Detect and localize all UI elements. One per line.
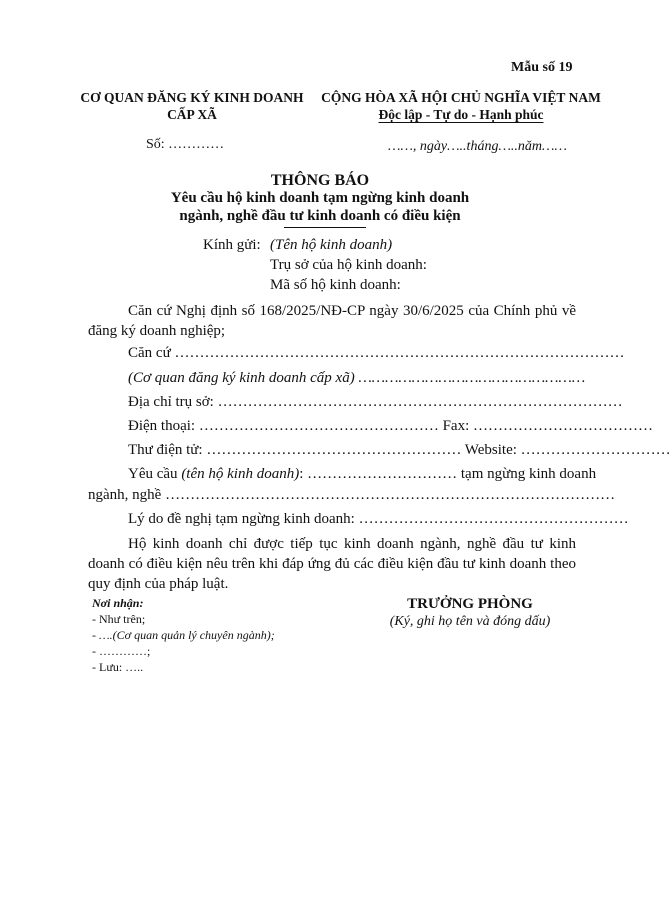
agency-level: CẤP XÃ — [167, 107, 217, 122]
agency-name: CƠ QUAN ĐĂNG KÝ KINH DOANH — [80, 90, 304, 105]
agency-email-website: Thư điện tử: …………………………………………… Website: ………………………… — [128, 442, 671, 458]
document-date: ……, ngày…..tháng…..năm…… — [388, 139, 567, 154]
signature-title: TRƯỞNG PHÒNG — [407, 596, 533, 612]
legal-basis-other: Căn cứ ……………………………………………………………………………… — [128, 345, 625, 361]
issuing-agency-line — [128, 370, 586, 387]
title-line-2: ngành, nghề đầu tư kinh doanh có điều kiện — [179, 208, 461, 224]
recipients-item: - ….(Cơ quan quản lý chuyên ngành); — [92, 628, 275, 642]
nation-motto-text: Độc lập - Tự do - Hạnh phúc — [378, 107, 544, 122]
recipient-name: (Tên hộ kinh doanh) — [270, 237, 393, 253]
issuing-agency-hint: (Cơ quan đăng ký kinh doanh cấp xã) …………………………………………… — [128, 370, 586, 386]
agency-phone-fax: Điện thoại: ………………………………………… Fax: ……………………………… — [128, 418, 653, 434]
nation-motto — [318, 107, 604, 123]
recipients-item: - Lưu: ….. — [92, 660, 144, 674]
title-underline — [284, 227, 366, 228]
request-suffix: : ………………………… tạm ngừng kinh doanh — [299, 466, 597, 482]
recipients-item: - Như trên; — [92, 612, 146, 626]
signature-hint: (Ký, ghi họ tên và đóng dấu) — [389, 614, 551, 629]
request-industry: ngành, nghề ……………………………………………………………………………… — [88, 487, 616, 503]
agency-address: Địa chỉ trụ sở: ……………………………………………………………………… — [128, 394, 623, 410]
recipients-item: - …………; — [92, 644, 151, 658]
recipient-office: Trụ sở của hộ kinh doanh: — [270, 257, 427, 273]
legal-basis-decree: Căn cứ Nghị định số 168/2025/NĐ-CP ngày 30/6/2025 của Chính phủ về đăng ký doanh nghiệp; — [88, 303, 576, 339]
form-number: Mẫu số 19 — [511, 60, 573, 75]
recipients-title: Nơi nhận: — [92, 596, 144, 610]
title-line-1: Yêu cầu hộ kinh doanh tạm ngừng kinh doanh — [170, 190, 470, 206]
suspension-reason: Lý do đề nghị tạm ngừng kinh doanh: ……………………………………………… — [128, 511, 629, 527]
recipient-label: Kính gửi: — [203, 237, 261, 253]
request-business-name: (tên hộ kinh doanh) — [181, 466, 300, 482]
request-prefix: Yêu cầu — [128, 466, 182, 482]
recipient-code: Mã số hộ kinh doanh: — [270, 277, 401, 293]
nation-name: CỘNG HÒA XÃ HỘI CHỦ NGHĨA VIỆT NAM — [321, 90, 601, 105]
page-title: THÔNG BÁO — [270, 172, 370, 189]
document-number: Số: ………… — [146, 137, 225, 152]
continuation-note: Hộ kinh doanh chỉ được tiếp tục kinh doanh ngành, nghề đầu tư kinh doanh có điều kiện nêu trên khi đáp ứng đủ các điều kiện đầu tư kinh doanh theo quy định của pháp luật. — [88, 536, 576, 592]
request-line — [128, 466, 597, 483]
